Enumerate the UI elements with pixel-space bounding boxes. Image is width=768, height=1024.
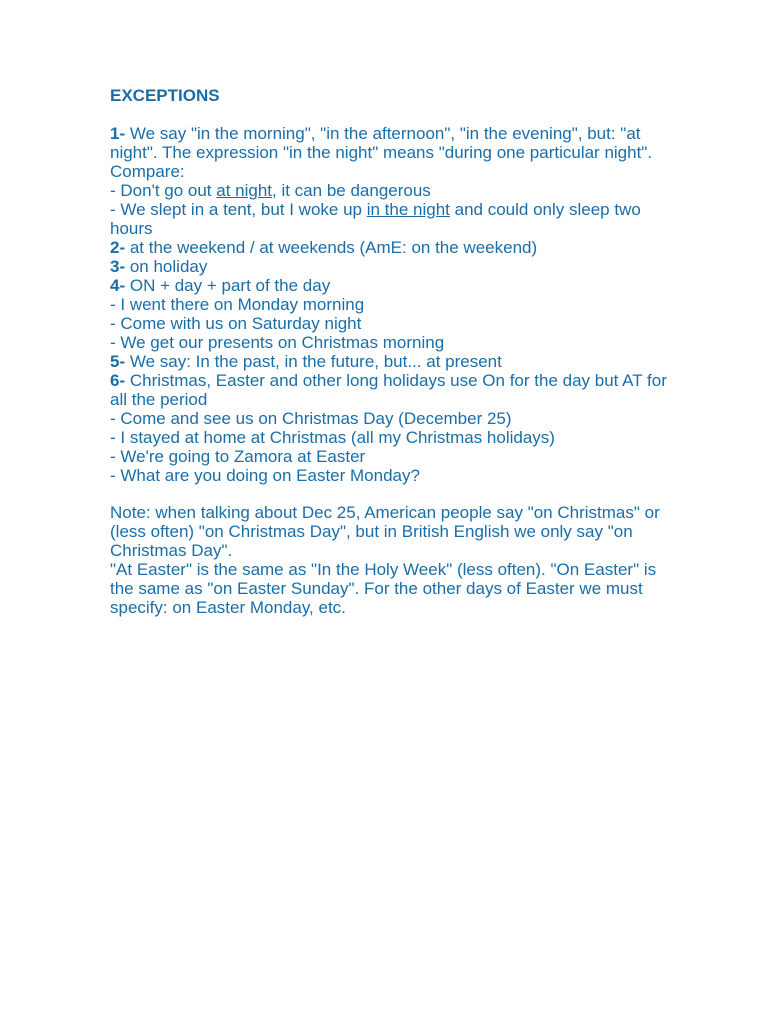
example-line: - Come with us on Saturday night (110, 314, 362, 333)
example-text: and could only sleep two hours (110, 200, 641, 238)
rule-2 (110, 238, 670, 257)
example-line (110, 200, 670, 238)
example-text: - We slept in a tent, but I woke up (110, 200, 367, 219)
rule-text: at the weekend / at weekends (AmE: on the weekend) (125, 238, 538, 257)
rule-text: Christmas, Easter and other long holidays use On for the day but AT for all the period (110, 371, 667, 409)
example-line: - We're going to Zamora at Easter (110, 447, 366, 466)
example-line (110, 181, 670, 200)
rule-text: We say "in the morning", "in the afternoon", "in the evening", but: "at night". The expression "in the night" means "during one particular night". Compare: (110, 124, 653, 181)
rule-6 (110, 371, 670, 409)
underlined-phrase: at night (216, 181, 273, 200)
rule-5 (110, 352, 670, 371)
example-line: - What are you doing on Easter Monday? (110, 466, 420, 485)
rule-number: 4- (110, 276, 126, 295)
paragraph-gap (110, 485, 670, 503)
rule-number: 3- (110, 257, 126, 276)
example-line: - Come and see us on Christmas Day (December 25) (110, 409, 512, 428)
document-body (110, 86, 670, 617)
rule-text: ON + day + part of the day (125, 276, 331, 295)
example-line: - We get our presents on Christmas morning (110, 333, 445, 352)
example-text: - Don't go out (110, 181, 217, 200)
note-paragraph: "At Easter" is the same as "In the Holy Week" (less often). "On Easter" is the same as "on Easter Sunday". For the other days of Easter we must specify: on Easter Monday, etc. (110, 560, 657, 617)
note-paragraph: Note: when talking about Dec 25, American people say "on Christmas" or (less often) "on Christmas Day", but in British English we only say "on Christmas Day". (110, 503, 660, 560)
example-line: - I stayed at home at Christmas (all my Christmas holidays) (110, 428, 555, 447)
example-text: , it can be dangerous (272, 181, 431, 200)
underlined-phrase: in the night (366, 200, 450, 219)
rule-text: on holiday (125, 257, 208, 276)
rule-number: 2- (110, 238, 126, 257)
rule-3 (110, 257, 670, 276)
rule-number: 5- (110, 352, 126, 371)
rule-number: 1- (110, 124, 126, 143)
rule-1 (110, 124, 670, 181)
page-title: EXCEPTIONS (110, 86, 220, 105)
example-line: - I went there on Monday morning (110, 295, 365, 314)
rule-number: 6- (110, 371, 126, 390)
rule-text: We say: In the past, in the future, but... at present (125, 352, 502, 371)
rule-4 (110, 276, 670, 295)
